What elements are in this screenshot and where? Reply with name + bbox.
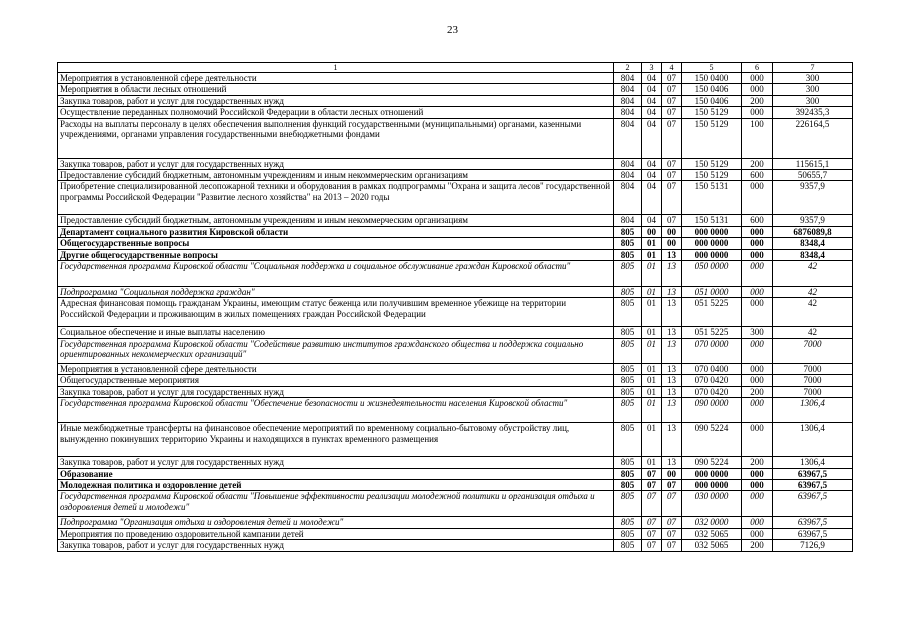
row-ved-code: 805 <box>614 517 642 528</box>
row-ved-code: 805 <box>614 479 642 490</box>
row-ved-code: 805 <box>614 468 642 479</box>
row-subsection-code: 13 <box>662 457 682 468</box>
row-ved-code: 804 <box>614 107 642 118</box>
table-row <box>58 540 853 551</box>
row-subsection-code: 00 <box>662 238 682 249</box>
row-expense-type-code: 300 <box>742 327 773 338</box>
row-amount: 63967,5 <box>773 528 853 539</box>
row-subsection-code: 07 <box>662 181 682 215</box>
row-name: Расходы на выплаты персоналу в целях обеспечения выполнения функций государственными (муниципальными) органами, казенными учреждениями, органами управления государственными внебюджетными фондами <box>58 118 614 158</box>
table-row <box>58 170 853 181</box>
row-section-code: 04 <box>642 170 662 181</box>
row-ved-code: 805 <box>614 423 642 457</box>
header-cell: 3 <box>642 63 662 73</box>
row-subsection-code: 13 <box>662 423 682 457</box>
row-subsection-code: 07 <box>662 107 682 118</box>
row-subsection-code: 07 <box>662 84 682 95</box>
row-amount: 63967,5 <box>773 491 853 517</box>
row-target-code: 050 0000 <box>682 261 742 287</box>
row-section-code: 01 <box>642 327 662 338</box>
row-section-code: 07 <box>642 491 662 517</box>
table-body <box>58 73 853 552</box>
row-subsection-code: 13 <box>662 363 682 374</box>
row-subsection-code: 13 <box>662 375 682 386</box>
row-name: Государственная программа Кировской области "Содействие развитию институтов гражданского общества и поддержка социально ориентированных некоммерческих организаций" <box>58 338 614 363</box>
row-subsection-code: 07 <box>662 491 682 517</box>
table-row <box>58 479 853 490</box>
row-amount: 226164,5 <box>773 118 853 158</box>
row-subsection-code: 07 <box>662 528 682 539</box>
table-row <box>58 215 853 226</box>
row-section-code: 04 <box>642 215 662 226</box>
row-subsection-code: 13 <box>662 261 682 287</box>
row-section-code: 07 <box>642 528 662 539</box>
row-section-code: 04 <box>642 118 662 158</box>
row-name: Общегосударственные мероприятия <box>58 375 614 386</box>
row-expense-type-code: 000 <box>742 298 773 327</box>
row-amount: 42 <box>773 261 853 287</box>
row-expense-type-code: 000 <box>742 238 773 249</box>
row-target-code: 090 0000 <box>682 398 742 423</box>
row-target-code: 150 0406 <box>682 95 742 106</box>
row-target-code: 051 5225 <box>682 298 742 327</box>
row-name: Мероприятия в области лесных отношений <box>58 84 614 95</box>
table-row <box>58 118 853 158</box>
row-ved-code: 805 <box>614 386 642 397</box>
row-ved-code: 805 <box>614 298 642 327</box>
row-subsection-code: 13 <box>662 249 682 260</box>
row-expense-type-code: 000 <box>742 491 773 517</box>
row-name: Государственная программа Кировской области "Повышение эффективности реализации молодежной политики и организация отдыха и оздоровления детей и молодежи" <box>58 491 614 517</box>
row-name: Мероприятия в установленной сфере деятельности <box>58 363 614 374</box>
row-expense-type-code: 000 <box>742 398 773 423</box>
row-amount: 7000 <box>773 386 853 397</box>
row-subsection-code: 07 <box>662 73 682 84</box>
row-target-code: 000 0000 <box>682 249 742 260</box>
row-target-code: 000 0000 <box>682 238 742 249</box>
row-expense-type-code: 000 <box>742 517 773 528</box>
table-row <box>58 457 853 468</box>
row-section-code: 01 <box>642 287 662 298</box>
row-section-code: 04 <box>642 84 662 95</box>
table-row <box>58 398 853 423</box>
row-section-code: 01 <box>642 423 662 457</box>
row-section-code: 01 <box>642 457 662 468</box>
row-target-code: 150 0400 <box>682 73 742 84</box>
row-subsection-code: 07 <box>662 170 682 181</box>
row-name: Государственная программа Кировской области "Обеспечение безопасности и жизнедеятельности населения Кировской области" <box>58 398 614 423</box>
row-target-code: 150 0406 <box>682 84 742 95</box>
row-target-code: 000 0000 <box>682 468 742 479</box>
row-target-code: 090 5224 <box>682 423 742 457</box>
row-ved-code: 805 <box>614 327 642 338</box>
row-target-code: 070 0000 <box>682 338 742 363</box>
row-expense-type-code: 000 <box>742 84 773 95</box>
table-row <box>58 468 853 479</box>
row-amount: 42 <box>773 298 853 327</box>
budget-table <box>57 62 853 552</box>
row-target-code: 070 0420 <box>682 375 742 386</box>
row-ved-code: 805 <box>614 226 642 237</box>
page-number: 23 <box>447 24 458 36</box>
table-row <box>58 95 853 106</box>
row-ved-code: 804 <box>614 95 642 106</box>
row-section-code: 07 <box>642 517 662 528</box>
row-ved-code: 805 <box>614 540 642 551</box>
table-row <box>58 386 853 397</box>
row-ved-code: 804 <box>614 84 642 95</box>
row-ved-code: 805 <box>614 375 642 386</box>
row-target-code: 150 5129 <box>682 158 742 169</box>
row-target-code: 150 5129 <box>682 107 742 118</box>
row-amount: 300 <box>773 73 853 84</box>
row-name: Осуществление переданных полномочий Российской Федерации в области лесных отношений <box>58 107 614 118</box>
row-ved-code: 804 <box>614 118 642 158</box>
row-target-code: 032 5065 <box>682 540 742 551</box>
row-name: Предоставление субсидий бюджетным, автономным учреждениям и иным некоммерческим организациям <box>58 215 614 226</box>
row-name: Закупка товаров, работ и услуг для государственных нужд <box>58 95 614 106</box>
row-subsection-code: 07 <box>662 118 682 158</box>
row-ved-code: 805 <box>614 261 642 287</box>
row-subsection-code: 07 <box>662 540 682 551</box>
row-amount: 63967,5 <box>773 468 853 479</box>
row-name: Другие общегосударственные вопросы <box>58 249 614 260</box>
row-target-code: 000 0000 <box>682 226 742 237</box>
row-section-code: 01 <box>642 238 662 249</box>
row-ved-code: 805 <box>614 249 642 260</box>
row-name: Адресная финансовая помощь гражданам Украины, имеющим статус беженца или получившим временное убежище на территории Российской Федерации и проживающим в жилых помещениях граждан Российской Федерации <box>58 298 614 327</box>
table-row <box>58 84 853 95</box>
row-ved-code: 804 <box>614 170 642 181</box>
row-ved-code: 805 <box>614 491 642 517</box>
row-ved-code: 804 <box>614 158 642 169</box>
row-section-code: 01 <box>642 375 662 386</box>
row-name: Мероприятия по проведению оздоровительной кампании детей <box>58 528 614 539</box>
row-amount: 9357,9 <box>773 215 853 226</box>
row-amount: 1306,4 <box>773 423 853 457</box>
row-ved-code: 805 <box>614 528 642 539</box>
table-row <box>58 375 853 386</box>
row-name: Государственная программа Кировской области "Социальная поддержка и социальное обслуживание граждан Кировской области" <box>58 261 614 287</box>
row-section-code: 04 <box>642 158 662 169</box>
row-subsection-code: 07 <box>662 517 682 528</box>
header-cell: 5 <box>682 63 742 73</box>
table-row <box>58 298 853 327</box>
table-header-row <box>58 63 853 73</box>
row-expense-type-code: 200 <box>742 457 773 468</box>
table-row <box>58 249 853 260</box>
row-amount: 115615,1 <box>773 158 853 169</box>
row-section-code: 01 <box>642 298 662 327</box>
row-target-code: 032 5065 <box>682 528 742 539</box>
row-amount: 42 <box>773 327 853 338</box>
row-amount: 392435,3 <box>773 107 853 118</box>
row-section-code: 01 <box>642 398 662 423</box>
row-expense-type-code: 000 <box>742 423 773 457</box>
row-expense-type-code: 200 <box>742 158 773 169</box>
row-amount: 63967,5 <box>773 479 853 490</box>
row-expense-type-code: 000 <box>742 181 773 215</box>
table-row <box>58 107 853 118</box>
row-amount: 7000 <box>773 363 853 374</box>
row-subsection-code: 13 <box>662 338 682 363</box>
row-subsection-code: 13 <box>662 398 682 423</box>
row-expense-type-code: 200 <box>742 386 773 397</box>
row-ved-code: 804 <box>614 181 642 215</box>
table-row <box>58 226 853 237</box>
row-expense-type-code: 200 <box>742 95 773 106</box>
row-amount: 9357,9 <box>773 181 853 215</box>
row-name: Приобретение специализированной лесопожарной техники и оборудования в рамках подпрограммы "Охрана и защита лесов" государственной программы Российской Федерации "Развитие лесного хозяйства" на 2013 – 2020 годы <box>58 181 614 215</box>
row-section-code: 01 <box>642 363 662 374</box>
row-section-code: 01 <box>642 386 662 397</box>
row-subsection-code: 07 <box>662 479 682 490</box>
row-name: Общегосударственные вопросы <box>58 238 614 249</box>
row-target-code: 051 0000 <box>682 287 742 298</box>
row-name: Молодежная политика и оздоровление детей <box>58 479 614 490</box>
row-target-code: 150 5131 <box>682 181 742 215</box>
row-amount: 300 <box>773 84 853 95</box>
row-name: Закупка товаров, работ и услуг для государственных нужд <box>58 540 614 551</box>
row-section-code: 01 <box>642 261 662 287</box>
row-name: Социальное обеспечение и иные выплаты населению <box>58 327 614 338</box>
row-name: Иные межбюджетные трансферты на финансовое обеспечение мероприятий по временному социально-бытовому обустройству лиц, вынужденно покинувших территорию Украины и находящихся в пунктах временного размещения <box>58 423 614 457</box>
row-expense-type-code: 000 <box>742 338 773 363</box>
row-expense-type-code: 000 <box>742 287 773 298</box>
row-target-code: 051 5225 <box>682 327 742 338</box>
table-row <box>58 73 853 84</box>
row-amount: 7000 <box>773 338 853 363</box>
row-name: Закупка товаров, работ и услуг для государственных нужд <box>58 386 614 397</box>
table-row <box>58 423 853 457</box>
table-row <box>58 261 853 287</box>
row-amount: 8348,4 <box>773 238 853 249</box>
table-row <box>58 287 853 298</box>
row-amount: 7126,9 <box>773 540 853 551</box>
row-name: Предоставление субсидий бюджетным, автономным учреждениям и иным некоммерческим организациям <box>58 170 614 181</box>
row-ved-code: 805 <box>614 457 642 468</box>
row-subsection-code: 07 <box>662 215 682 226</box>
row-expense-type-code: 000 <box>742 528 773 539</box>
table-row <box>58 238 853 249</box>
row-amount: 6876089,8 <box>773 226 853 237</box>
row-amount: 50655,7 <box>773 170 853 181</box>
row-expense-type-code: 000 <box>742 375 773 386</box>
row-section-code: 04 <box>642 95 662 106</box>
row-section-code: 04 <box>642 107 662 118</box>
row-expense-type-code: 100 <box>742 118 773 158</box>
row-expense-type-code: 000 <box>742 468 773 479</box>
header-cell: 4 <box>662 63 682 73</box>
row-ved-code: 805 <box>614 338 642 363</box>
row-section-code: 04 <box>642 73 662 84</box>
header-cell: 7 <box>773 63 853 73</box>
row-expense-type-code: 000 <box>742 479 773 490</box>
row-section-code: 01 <box>642 249 662 260</box>
row-name: Образование <box>58 468 614 479</box>
row-name: Подпрограмма "Организация отдыха и оздоровления детей и молодежи" <box>58 517 614 528</box>
row-amount: 7000 <box>773 375 853 386</box>
table-row <box>58 528 853 539</box>
row-amount: 1306,4 <box>773 398 853 423</box>
row-ved-code: 804 <box>614 215 642 226</box>
row-ved-code: 805 <box>614 363 642 374</box>
row-expense-type-code: 000 <box>742 363 773 374</box>
table-row <box>58 181 853 215</box>
header-cell: 6 <box>742 63 773 73</box>
row-expense-type-code: 000 <box>742 226 773 237</box>
row-ved-code: 805 <box>614 287 642 298</box>
row-ved-code: 804 <box>614 73 642 84</box>
row-subsection-code: 00 <box>662 468 682 479</box>
row-subsection-code: 13 <box>662 287 682 298</box>
row-expense-type-code: 200 <box>742 540 773 551</box>
row-ved-code: 805 <box>614 238 642 249</box>
row-section-code: 07 <box>642 468 662 479</box>
header-cell: 2 <box>614 63 642 73</box>
row-target-code: 090 5224 <box>682 457 742 468</box>
row-target-code: 150 5131 <box>682 215 742 226</box>
row-subsection-code: 13 <box>662 386 682 397</box>
row-name: Подпрограмма "Социальная поддержка граждан" <box>58 287 614 298</box>
row-expense-type-code: 000 <box>742 107 773 118</box>
row-name: Департамент социального развития Кировской области <box>58 226 614 237</box>
row-expense-type-code: 000 <box>742 249 773 260</box>
table-row <box>58 338 853 363</box>
row-target-code: 150 5129 <box>682 118 742 158</box>
row-section-code: 00 <box>642 226 662 237</box>
row-amount: 42 <box>773 287 853 298</box>
row-amount: 300 <box>773 95 853 106</box>
row-subsection-code: 07 <box>662 158 682 169</box>
row-section-code: 07 <box>642 540 662 551</box>
row-expense-type-code: 000 <box>742 73 773 84</box>
row-target-code: 150 5129 <box>682 170 742 181</box>
header-cell: 1 <box>58 63 614 73</box>
row-expense-type-code: 600 <box>742 170 773 181</box>
row-name: Мероприятия в установленной сфере деятельности <box>58 73 614 84</box>
table-row <box>58 158 853 169</box>
row-section-code: 04 <box>642 181 662 215</box>
table-row <box>58 517 853 528</box>
row-target-code: 000 0000 <box>682 479 742 490</box>
row-subsection-code: 00 <box>662 226 682 237</box>
row-target-code: 030 0000 <box>682 491 742 517</box>
table-row <box>58 363 853 374</box>
row-expense-type-code: 000 <box>742 261 773 287</box>
row-subsection-code: 13 <box>662 298 682 327</box>
row-target-code: 070 0400 <box>682 363 742 374</box>
row-target-code: 070 0420 <box>682 386 742 397</box>
row-section-code: 01 <box>642 338 662 363</box>
row-amount: 8348,4 <box>773 249 853 260</box>
row-amount: 1306,4 <box>773 457 853 468</box>
row-ved-code: 805 <box>614 398 642 423</box>
row-name: Закупка товаров, работ и услуг для государственных нужд <box>58 158 614 169</box>
row-target-code: 032 0000 <box>682 517 742 528</box>
table-row <box>58 491 853 517</box>
row-subsection-code: 07 <box>662 95 682 106</box>
table-row <box>58 327 853 338</box>
row-amount: 63967,5 <box>773 517 853 528</box>
row-name: Закупка товаров, работ и услуг для государственных нужд <box>58 457 614 468</box>
row-section-code: 07 <box>642 479 662 490</box>
row-expense-type-code: 600 <box>742 215 773 226</box>
row-subsection-code: 13 <box>662 327 682 338</box>
